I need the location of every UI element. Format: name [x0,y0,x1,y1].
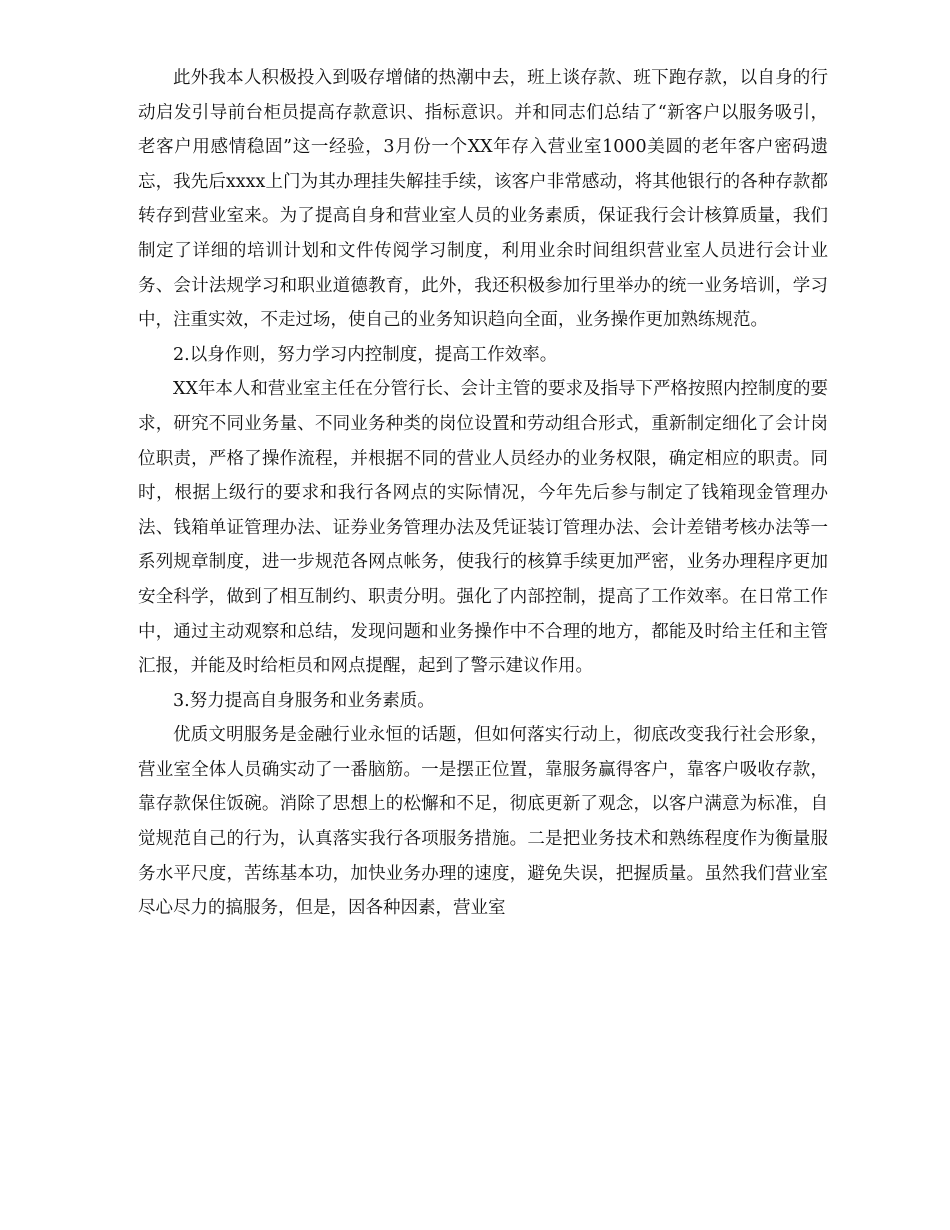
paragraph-deposit-efforts: 此外我本人积极投入到吸存增储的热潮中去，班上谈存款、班下跑存款，以自身的行动启发引导前台柜员提高存款意识、指标意识。并和同志们总结了“新客户以服务吸引，老客户用感情稳固”这一经验，3月份一个XX年存入营业室1000美圆的老年客户密码遗忘，我先后xxxx上门为其办理挂失解挂手续，该客户非常感动，将其他银行的各种存款都转存到营业室来。为了提高自身和营业室人员的业务素质，保证我行会计核算质量，我们制定了详细的培训计划和文件传阅学习制度，利用业余时间组织营业室人员进行会计业务、会计法规学习和职业道德教育，此外，我还积极参加行里举办的统一业务培训，学习中，注重实效，不走过场，使自己的业务知识趋向全面，业务操作更加熟练规范。 [138,68,828,331]
section-heading-service-quality: 3.努力提高自身服务和业务素质。 [173,690,435,711]
paragraph-internal-control: XX年本人和营业室主任在分管行长、会计主管的要求及指导下严格按照内控制度的要求，研究不同业务量、不同业务种类的岗位设置和劳动组合形式，重新制定细化了会计岗位职责，严格了操作流程，并根据不同的营业人员经办的业务权限，确定相应的职责。同时，根据上级行的要求和我行各网点的实际情况，今年先后参与制定了钱箱现金管理办法、钱箱单证管理办法、证券业务管理办法及凭证装订管理办法、会计差错考核办法等一系列规章制度，进一步规范各网点帐务，使我行的核算手续更加严密，业务办理程序更加安全科学，做到了相互制约、职责分明。强化了内部控制，提高了工作效率。在日常工作中，通过主动观察和总结，发现问题和业务操作中不合理的地方，都能及时给主任和主管汇报，并能及时给柜员和网点提醒，起到了警示建议作用。 [138,379,828,677]
section-heading-internal-control: 2.以身作则，努力学习内控制度，提高工作效率。 [173,344,558,365]
paragraph-service-quality: 优质文明服务是金融行业永恒的话题，但如何落实行动上，彻底改变我行社会形象，营业室全体人员确实动了一番脑筋。一是摆正位置，靠服务赢得客户，靠客户吸收存款，靠存款保住饭碗。消除了思想上的松懈和不足，彻底更新了观念，以客户满意为标准，自觉规范自己的行为，认真落实我行各项服务措施。二是把业务技术和熟练程度作为衡量服务水平尺度，苦练基本功，加快业务办理的速度，避免失误，把握质量。虽然我们营业室尽心尽力的搞服务，但是，因各种因素，营业室 [138,725,828,919]
document-page [138,61,828,926]
